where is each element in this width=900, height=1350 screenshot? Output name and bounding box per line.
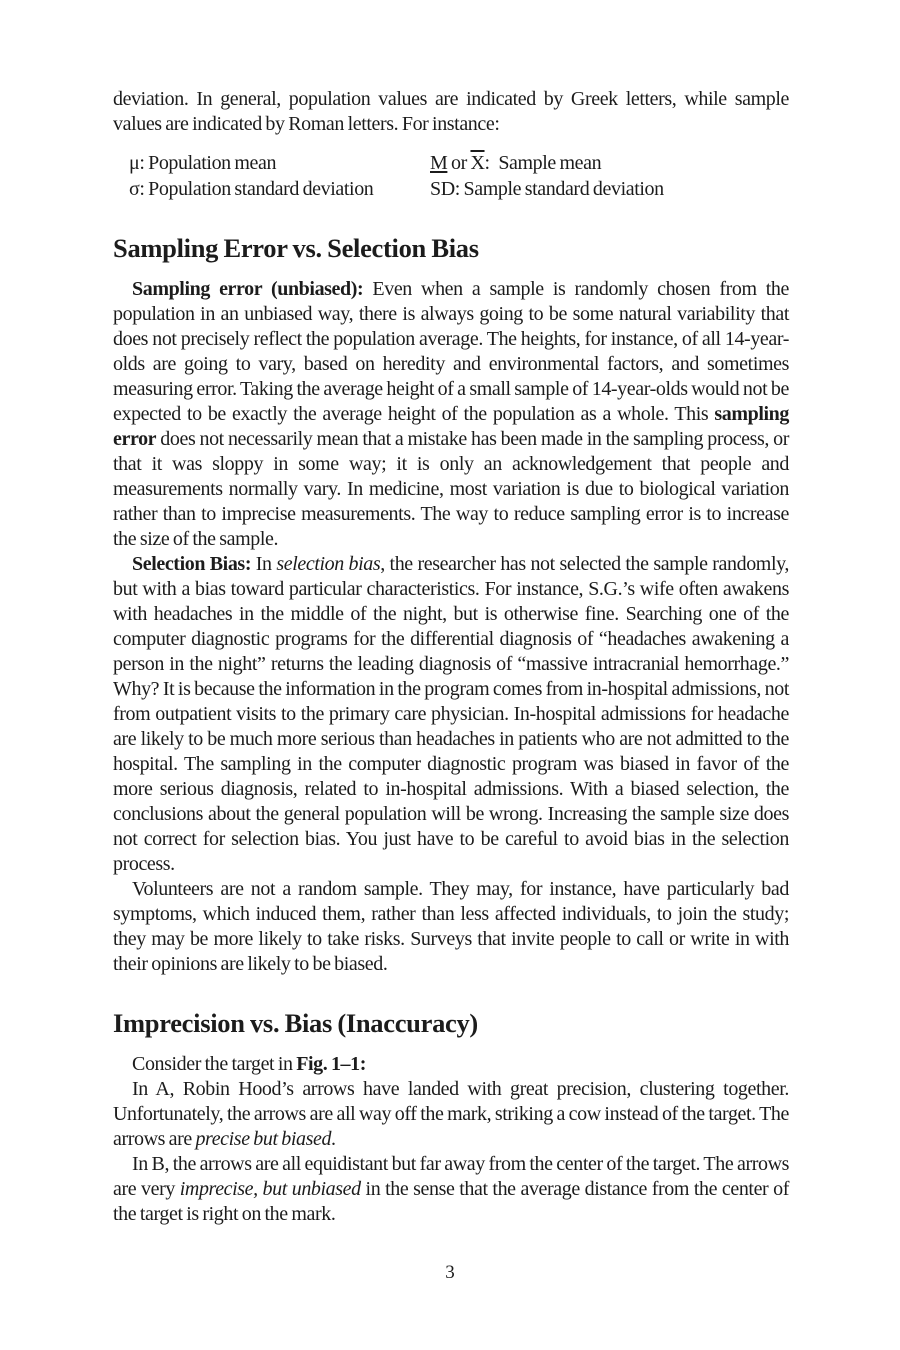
- paragraph-selection-bias: Selection Bias: In selection bias, the researcher has not selected the sample randomly, but with a bias toward particular characteristics. For instance, S.G.’s wife often awakens with headaches in the middle of the night, but is otherwise fine. Searching one of the computer diagnostic programs for the differential diagnosis of “headaches awakening a person in the night” returns the leading diagnosis of “massive intracranial hemorrhage.” Why? It is because the information in the program comes from in-hospital admissions, not from outpatient visits to the primary care physician. In-hospital admissions for headache are likely to be much more serious than headaches in patients who are not admitted to the hospital. The sampling in the computer diagnostic program was biased in favor of the more serious diagnosis, related to in-hospital admissions. With a biased selection, the conclusions about the general population will be wrong. Increasing the sample size does not correct for selection bias. You just have to be careful to avoid bias in the selection process.: [113, 553, 790, 875]
- notation-row-sd: [129, 177, 789, 203]
- m-underlined-symbol: M: [430, 152, 448, 174]
- population-mean-label: Population mean: [148, 152, 277, 174]
- mu-symbol: μ:: [129, 152, 145, 174]
- sample-sd-entry: [430, 177, 789, 203]
- notation-list: [129, 151, 789, 202]
- notation-row-mean: [129, 151, 789, 177]
- colon-text: :: [484, 152, 490, 174]
- population-sd-label: Population standard deviation: [148, 177, 374, 200]
- x-bar-symbol: $\overline{X}$: [470, 152, 485, 174]
- sigma-symbol: σ:: [129, 177, 145, 200]
- paragraph-sampling-error: Sampling error (unbiased): Even when a sample is randomly chosen from the population in an unbiased way, there is always going to be some natural variability that does not precisely reflect the population average. The heights, for instance, of all 14-year-olds are going to vary, based on heredity and environmental factors, and sometimes measuring error. Taking the average height of a small sample of 14-year-olds would not be expected to be exactly the average height of the population as a whole. This sampling error does not necessarily mean that a mistake has been made in the sampling process, or that it was sloppy in some way; it is only an acknowledgement that people and measurements normally vary. In medicine, most variation is due to biological variation rather than to imprecise measurements. The way to reduce sampling error is to increase the size of the sample.: [113, 278, 789, 550]
- section-heading-sampling-error-vs-selection-bias: Sampling Error vs. Selection Bias: [113, 233, 479, 263]
- population-sd-entry: [129, 177, 430, 203]
- sd-symbol: SD:: [430, 177, 460, 200]
- lead-paragraph: deviation. In general, population values are indicated by Greek letters, while sample values are indicated by Roman letters. For instance:: [113, 88, 789, 135]
- sample-sd-label: Sample standard deviation: [463, 177, 664, 200]
- section-heading-imprecision-vs-bias: Imprecision vs. Bias (Inaccuracy): [113, 1008, 478, 1038]
- page-number: 3: [445, 1262, 455, 1283]
- population-mean-entry: [129, 151, 430, 177]
- paragraph-volunteers: Volunteers are not a random sample. They may, for instance, have particularly bad symptoms, which induced them, rather than less affected individuals, to join the study; they may be more likely to take risks. Surveys that invite people to call or write in with their opinions are likely to be biased.: [113, 878, 789, 975]
- sample-mean-label: Sample mean: [498, 152, 602, 174]
- page-footer: [0, 1261, 900, 1284]
- or-text: or: [451, 152, 467, 174]
- sample-mean-entry: [430, 151, 789, 177]
- paragraph-target-a: In A, Robin Hood’s arrows have landed with great precision, clustering together. Unfortunately, the arrows are all way off the mark, striking a cow instead of the target. The arrows are precise but biased.: [113, 1078, 789, 1150]
- paragraph-consider-target: Consider the target in Fig. 1–1:: [132, 1053, 367, 1075]
- page-content: [113, 87, 789, 1227]
- paragraph-target-b: In B, the arrows are all equidistant but far away from the center of the target. The arrows are very imprecise, but unbiased in the sense that the average distance from the center of the target is right on the mark.: [113, 1153, 789, 1225]
